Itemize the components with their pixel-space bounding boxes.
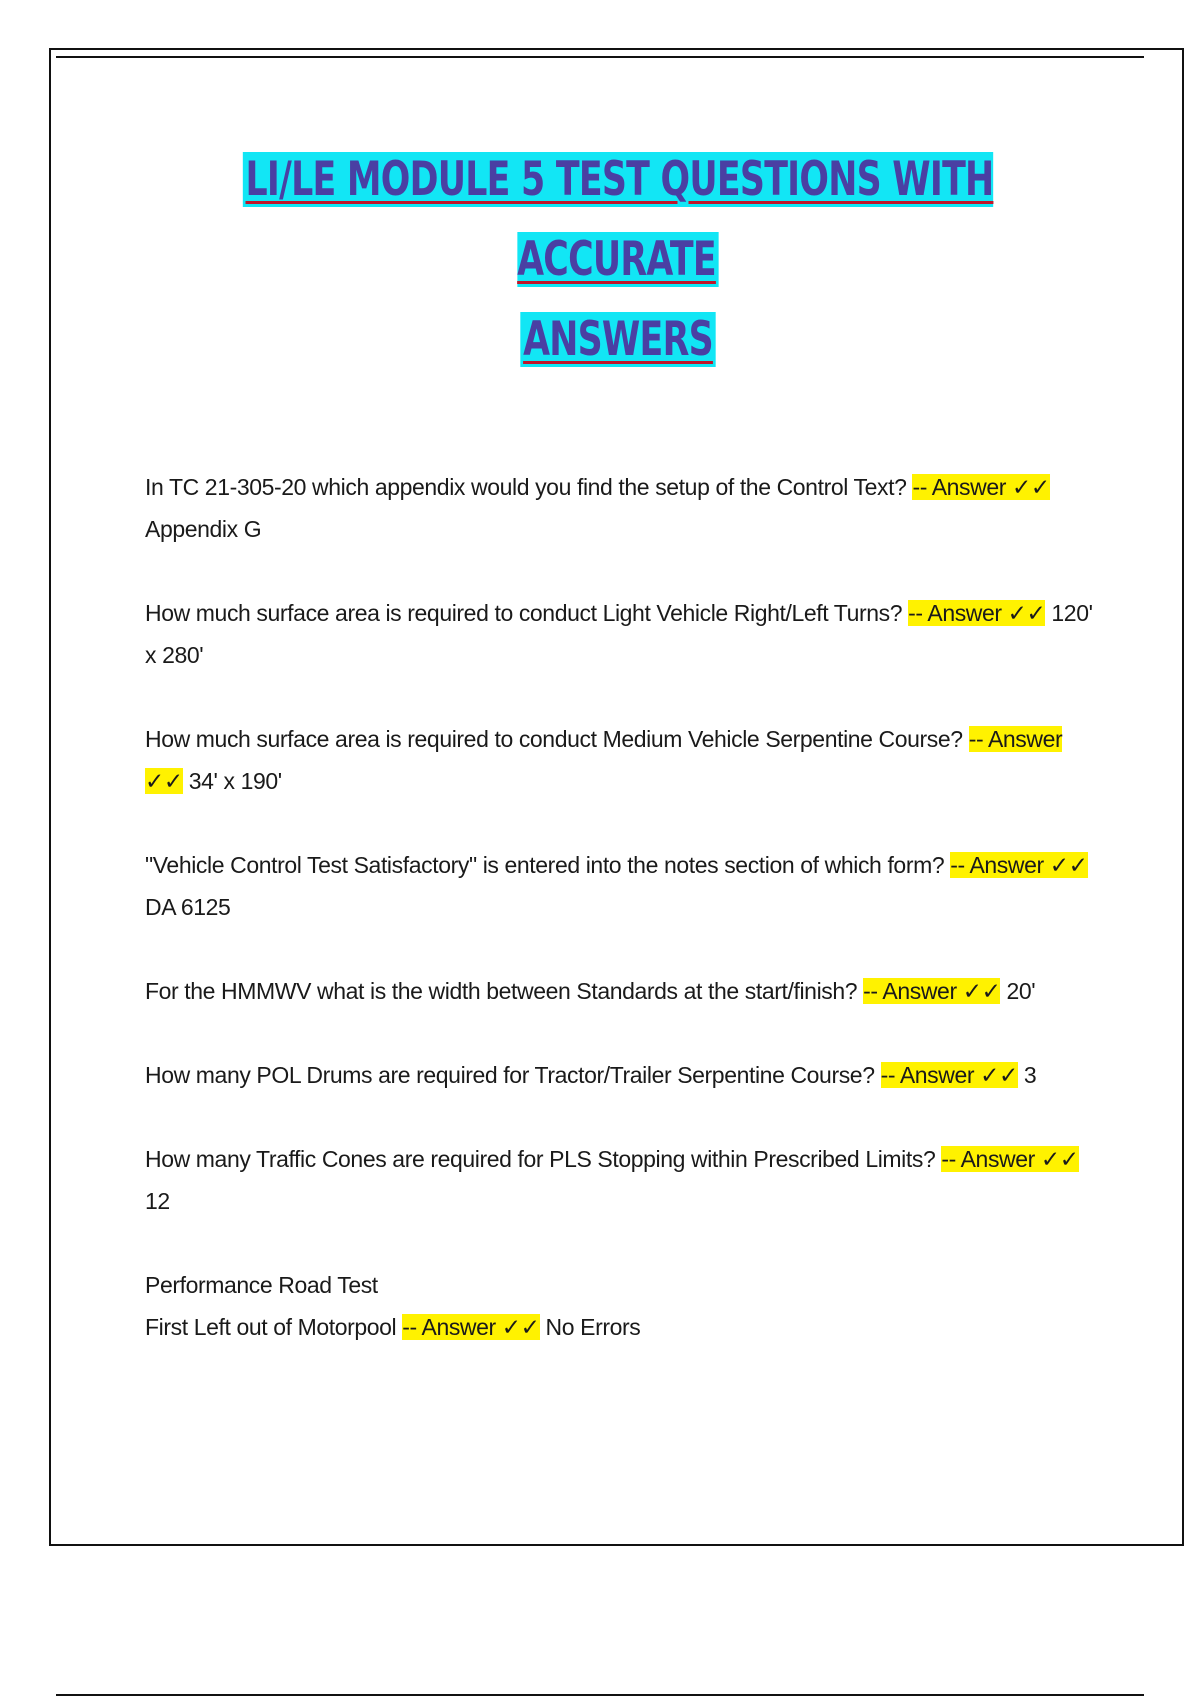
footer-rule bbox=[56, 1694, 1144, 1696]
qa-item bbox=[145, 970, 1095, 1012]
qa-item bbox=[145, 466, 1095, 550]
header-rule bbox=[56, 56, 1144, 58]
answer-marker: -- Answer ✓✓ bbox=[908, 600, 1046, 626]
question-text: How much surface area is required to conduct Medium Vehicle Serpentine Course? bbox=[145, 726, 963, 752]
question-text: How much surface area is required to conduct Light Vehicle Right/Left Turns? bbox=[145, 600, 903, 626]
question-text: "Vehicle Control Test Satisfactory" is entered into the notes section of which form? bbox=[145, 852, 945, 878]
qa-item bbox=[145, 1138, 1095, 1222]
qa-item bbox=[145, 844, 1095, 928]
question-text: In TC 21-305-20 which appendix would you find the setup of the Control Text? bbox=[145, 474, 907, 500]
answer-text: 20' bbox=[1006, 978, 1036, 1004]
answer-text: DA 6125 bbox=[145, 894, 231, 920]
qa-item-road-test bbox=[145, 1264, 1095, 1348]
answer-marker: -- Answer ✓✓ bbox=[863, 978, 1001, 1004]
question-text: How many POL Drums are required for Tractor/Trailer Serpentine Course? bbox=[145, 1062, 875, 1088]
document-title bbox=[161, 140, 1076, 380]
answer-marker: -- Answer ✓✓ bbox=[145, 726, 1063, 794]
answer-text: 12 bbox=[145, 1188, 170, 1214]
answer-marker: -- Answer ✓✓ bbox=[912, 474, 1050, 500]
title-line-1: LI/LE MODULE 5 TEST QUESTIONS WITH ACCURATE bbox=[243, 152, 994, 287]
qa-item bbox=[145, 592, 1095, 676]
title-line-2: ANSWERS bbox=[520, 312, 716, 367]
question-text: How many Traffic Cones are required for PLS Stopping within Prescribed Limits? bbox=[145, 1146, 936, 1172]
answer-text: 34' x 190' bbox=[188, 768, 282, 794]
answer-text: No Errors bbox=[545, 1314, 641, 1340]
answer-marker: -- Answer ✓✓ bbox=[941, 1146, 1079, 1172]
answer-marker: -- Answer ✓✓ bbox=[950, 852, 1088, 878]
answer-marker: -- Answer ✓✓ bbox=[880, 1062, 1018, 1088]
answer-text: 120' x 280' bbox=[145, 600, 1093, 668]
question-text: First Left out of Motorpool bbox=[145, 1314, 397, 1340]
answer-text: Appendix G bbox=[145, 516, 262, 542]
qa-item bbox=[145, 718, 1095, 802]
answer-marker: -- Answer ✓✓ bbox=[402, 1314, 540, 1340]
qa-list bbox=[145, 466, 1095, 1390]
question-text: For the HMMWV what is the width between Standards at the start/finish? bbox=[145, 978, 858, 1004]
section-heading: Performance Road Test bbox=[145, 1272, 378, 1298]
answer-text: 3 bbox=[1023, 1062, 1037, 1088]
qa-item bbox=[145, 1054, 1095, 1096]
